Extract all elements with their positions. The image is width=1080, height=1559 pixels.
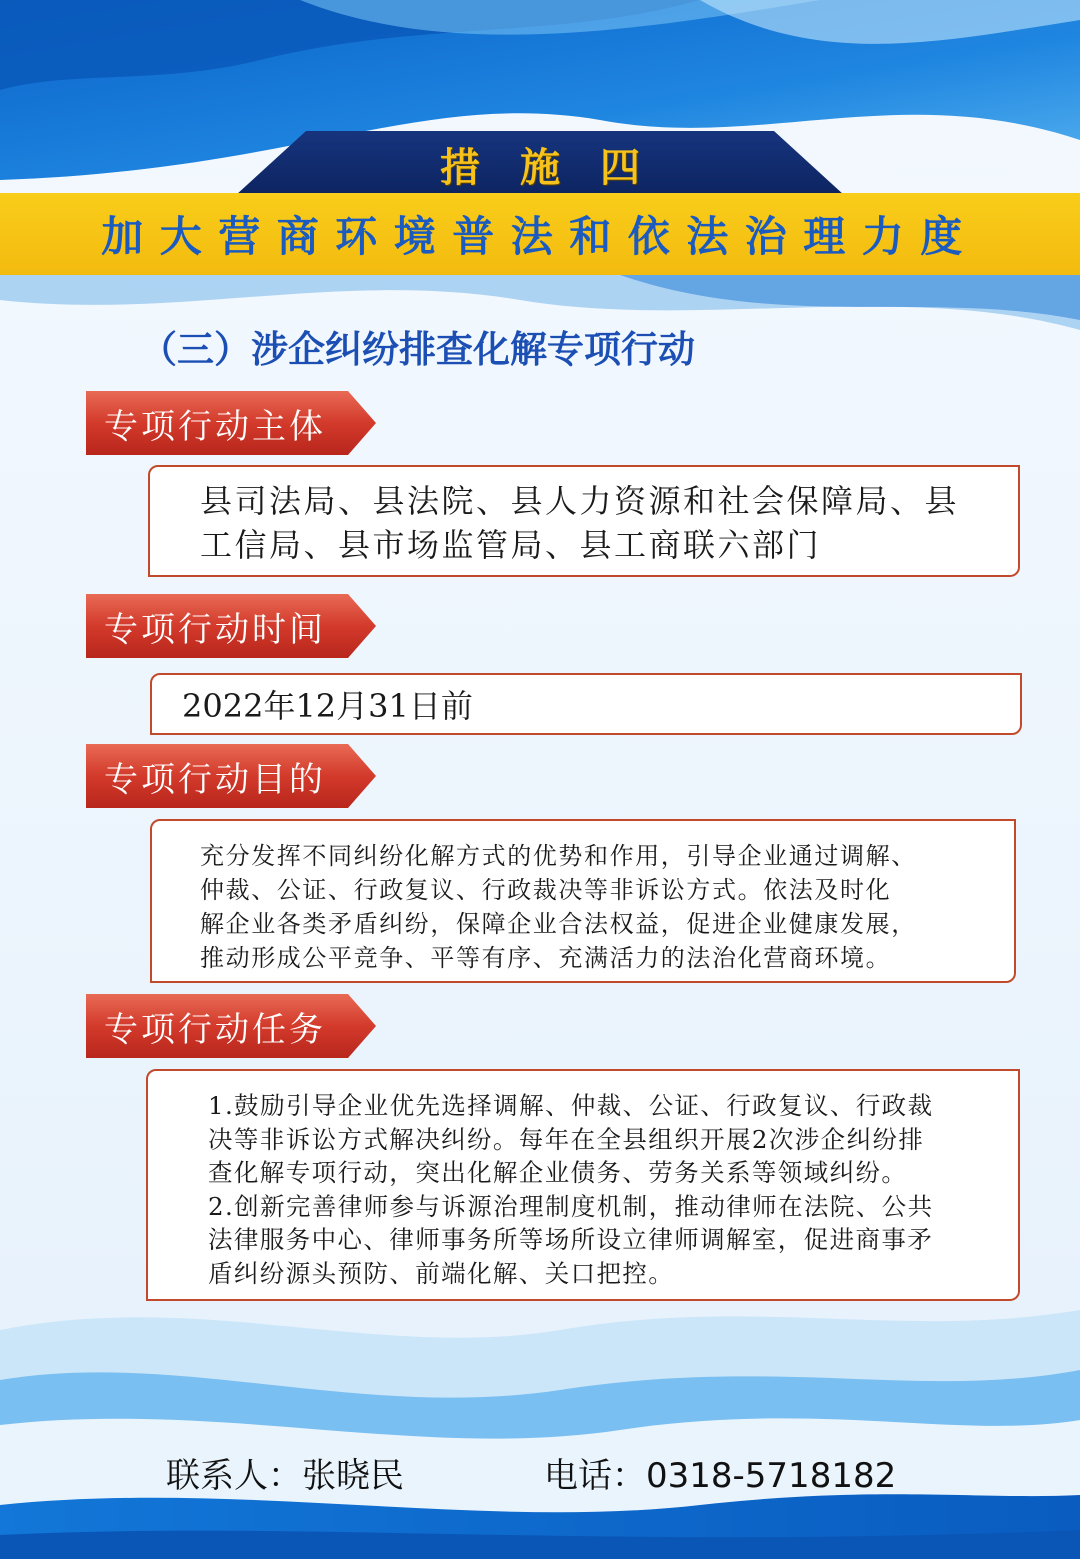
box-tasks-line: 查化解专项行动，突出化解企业债务、劳务关系等领域纠纷。	[208, 1158, 908, 1187]
banner-title: 加大营商环境普法和依法治理力度	[101, 212, 979, 261]
box-tasks-line: 盾纠纷源头预防、前端化解、关口把控。	[208, 1258, 675, 1288]
measure-label: 措施四	[440, 144, 680, 191]
tag-time-label: 专项行动时间	[104, 609, 326, 650]
section-title: （三）涉企纠纷排查化解专项行动	[140, 328, 695, 371]
box-purpose-line: 仲裁、公证、行政复议、行政裁决等非诉讼方式。依法及时化	[200, 876, 892, 904]
box-tasks-line: 2.创新完善律师参与诉源治理制度机制，推动律师在法院、公共	[208, 1191, 934, 1221]
box-purpose-line: 推动形成公平竞争、平等有序、充满活力的法治化营商环境。	[200, 944, 892, 972]
tag-subject	[86, 391, 376, 455]
box-purpose-line: 解企业各类矛盾纠纷，保障企业合法权益，促进企业健康发展，	[200, 910, 917, 938]
tag-time	[86, 594, 376, 658]
box-subject-line: 工信局、县市场监管局、县工商联六部门	[200, 526, 822, 564]
box-time-line: 2022年12月31日前	[182, 687, 473, 725]
tag-tasks-label: 专项行动任务	[104, 1009, 326, 1050]
box-subject	[148, 465, 1020, 577]
tag-subject-label: 专项行动主体	[104, 406, 326, 447]
tag-purpose	[86, 744, 376, 808]
tag-purpose-label: 专项行动目的	[104, 759, 326, 800]
box-tasks-line: 决等非诉讼方式解决纠纷。每年在全县组织开展2次涉企纠纷排	[208, 1124, 925, 1154]
box-tasks	[146, 1069, 1020, 1301]
box-subject-line: 县司法局、县法院、县人力资源和社会保障局、县	[200, 482, 960, 520]
contact-person: 联系人：张晓民	[166, 1455, 404, 1496]
contact-phone: 电话：0318-5718182	[544, 1455, 897, 1496]
box-purpose	[150, 819, 1016, 983]
box-tasks-line: 法律服务中心、律师事务所等场所设立律师调解室，促进商事矛	[208, 1225, 934, 1254]
tag-tasks	[86, 994, 376, 1058]
box-time	[150, 673, 1022, 735]
box-tasks-line: 1.鼓励引导企业优先选择调解、仲裁、公证、行政复议、行政裁	[208, 1091, 934, 1120]
box-purpose-line: 充分发挥不同纠纷化解方式的优势和作用，引导企业通过调解、	[200, 842, 917, 870]
